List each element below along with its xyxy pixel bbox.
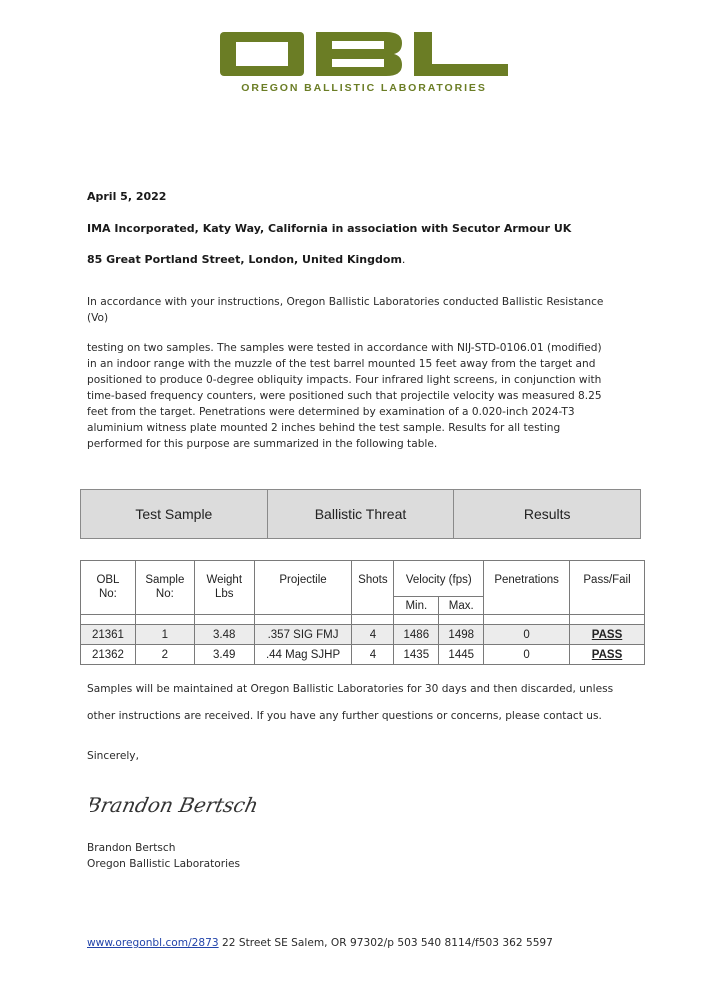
cell-weight: 3.49 — [194, 645, 254, 665]
cell-result: PASS — [570, 645, 645, 665]
header-ballistic-threat: Ballistic Threat — [268, 490, 455, 538]
summary-header-table — [80, 489, 641, 539]
closing-line-2: other instructions are received. If you have any further questions or concerns, please contact us. — [87, 710, 602, 722]
signatory-org: Oregon Ballistic Laboratories — [87, 858, 241, 870]
method-line: time-based frequency counters, were positioned such that projectile velocity was measured 8.25 — [87, 390, 602, 402]
col-header-velocity: Velocity (fps) — [394, 561, 484, 597]
cell-shots: 4 — [352, 645, 394, 665]
cell-result: PASS — [570, 625, 645, 645]
signatory-block — [87, 840, 240, 872]
letter-date: April 5, 2022 — [87, 190, 167, 203]
method-paragraph — [87, 340, 647, 452]
cell-obl-no: 21362 — [81, 645, 136, 665]
cell-penetrations: 0 — [484, 645, 570, 665]
salutation: Sincerely, — [87, 750, 139, 762]
method-line: positioned to produce 0-degree obliquity impacts. Four infrared light screens, in conjunction with — [87, 374, 602, 386]
recipient-line-2: 85 Great Portland Street, London, United Kingdom. — [87, 253, 406, 266]
method-line: performed for this purpose are summarized in the following table. — [87, 438, 438, 450]
col-header-projectile: Projectile — [254, 561, 352, 615]
header-test-sample: Test Sample — [81, 490, 268, 538]
intro-paragraph — [87, 294, 647, 326]
website-link[interactable]: www.oregonbl.com/2873 — [87, 937, 219, 949]
cell-velocity-max: 1445 — [439, 645, 484, 665]
table-row — [81, 645, 645, 665]
method-line: in an indoor range with the muzzle of the test barrel mounted 15 feet away from the target and — [87, 358, 596, 370]
results-table — [80, 560, 645, 665]
footer — [87, 937, 553, 949]
handwritten-signature — [90, 788, 290, 828]
cell-velocity-min: 1435 — [394, 645, 439, 665]
cell-velocity-max: 1498 — [439, 625, 484, 645]
col-header-pass-fail: Pass/Fail — [570, 561, 645, 615]
col-header-obl-no: OBL No: — [81, 561, 136, 615]
cell-penetrations: 0 — [484, 625, 570, 645]
cell-shots: 4 — [352, 625, 394, 645]
footer-address: 22 Street SE Salem, OR 97302/p 503 540 8114/f503 362 5597 — [218, 937, 553, 949]
col-header-velocity-max: Max. — [439, 597, 484, 615]
col-header-velocity-min: Min. — [394, 597, 439, 615]
cell-projectile: .357 SIG FMJ — [254, 625, 352, 645]
col-header-shots: Shots — [352, 561, 394, 615]
method-line: testing on two samples. The samples were tested in accordance with NIJ-STD-0106.01 (modified) — [87, 342, 602, 354]
recipient-line-1: IMA Incorporated, Katy Way, California in association with Secutor Armour UK — [87, 222, 572, 235]
obl-logo — [216, 26, 512, 86]
closing-line-1: Samples will be maintained at Oregon Ballistic Laboratories for 30 days and then discarded, unless — [87, 683, 614, 695]
svg-text:Brandon Bertsch: Brandon Bertsch — [90, 793, 261, 817]
obl-logo-mark — [216, 26, 512, 86]
signatory-name: Brandon Bertsch — [87, 842, 176, 854]
logo-subtitle: OREGON BALLISTIC LABORATORIES — [241, 82, 487, 94]
method-line: feet from the target. Penetrations were determined by examination of a 0.020-inch 2024-T3 — [87, 406, 575, 418]
cell-sample-no: 2 — [135, 645, 194, 665]
intro-line-2: (Vo) — [87, 312, 109, 324]
header-results: Results — [523, 506, 571, 522]
cell-velocity-min: 1486 — [394, 625, 439, 645]
col-header-weight: Weight Lbs — [194, 561, 254, 615]
table-row — [81, 625, 645, 645]
cell-sample-no: 1 — [135, 625, 194, 645]
intro-line-1: In accordance with your instructions, Oregon Ballistic Laboratories conducted Ballistic Resistance — [87, 296, 604, 308]
col-header-penetrations: Penetrations — [484, 561, 570, 615]
col-header-sample-no: Sample No: — [135, 561, 194, 615]
cell-projectile: .44 Mag SJHP — [254, 645, 352, 665]
cell-obl-no: 21361 — [81, 625, 136, 645]
method-line: aluminium witness plate mounted 2 inches behind the test sample. Results for all testing — [87, 422, 561, 434]
cell-weight: 3.48 — [194, 625, 254, 645]
